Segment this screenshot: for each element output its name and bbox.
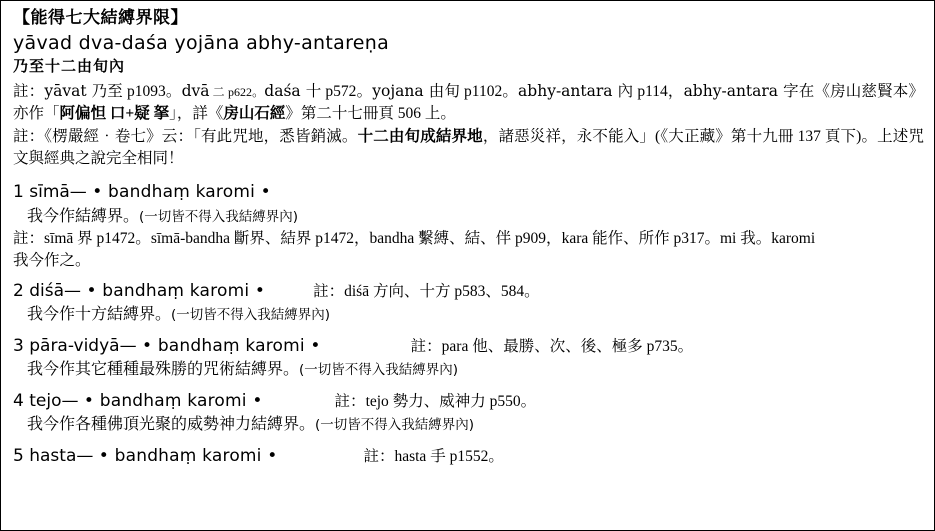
chinese-heading: 乃至十二由旬內 (13, 57, 126, 76)
entry-footnote-seg: sīmā (44, 230, 78, 248)
entry-heading-line (13, 336, 924, 357)
entry-heading-line (13, 281, 924, 302)
entry-chinese-translation (13, 414, 924, 435)
entry-footnote-seg: 界 p1472。 (77, 230, 151, 248)
sanskrit-heading: yāvad dva-daśa yojāna abhy-antareṇa (13, 31, 390, 54)
note-paragraph-1 (13, 80, 924, 125)
note-1-seg: dvā (181, 82, 210, 101)
note-2-seg: 十二由旬成結界地 (357, 128, 483, 146)
entry-footnote-seg: sīmā-bandha (150, 230, 234, 248)
note-2-seg: ，諸惡災祥，永不能入」(《大正藏》第十九冊 137 頁下)。上述咒文與經典之說完全相同！ (13, 128, 924, 168)
entry-romanized-term: diśā— (29, 280, 87, 301)
entry-inline-note (335, 393, 537, 410)
spacer (13, 382, 924, 391)
entry-number: 1 (13, 182, 30, 203)
entry-number: 2 (13, 280, 30, 301)
entry-footnote-seg: kara (561, 230, 593, 248)
mantra-entry (13, 182, 924, 280)
entry-footnote-seg: 註： (13, 230, 45, 248)
mantra-entry (13, 391, 924, 446)
entry-footnote-line2: 我今作之。 (13, 251, 91, 270)
mantra-entry (13, 446, 924, 478)
spacer (13, 171, 924, 182)
note-1-seg: daśa (264, 82, 306, 101)
note-paragraph-2 (13, 126, 924, 170)
spacer (13, 327, 924, 336)
note-1-seg: yāvat (44, 82, 92, 101)
entry-inline-note-seg: diśā (344, 282, 373, 300)
entry-mantra-text: • bandhaṃ karomi • (83, 390, 263, 411)
entry-chinese-paren: (一切皆不得入我結縛界內) (171, 307, 331, 324)
entry-footnote-seg: mi (720, 230, 741, 248)
entry-number: 4 (13, 390, 30, 411)
entry-inline-note-seg: 方向、十方 p583、584。 (372, 282, 540, 300)
entry-heading-line (13, 446, 924, 467)
entry-footnote-seg: 斷界、結界 p1472， (233, 230, 370, 248)
entry-inline-note-seg: 註： (313, 282, 345, 300)
entry-inline-note (411, 338, 693, 355)
entry-inline-note-seg: 勢力、威神力 p550。 (392, 392, 537, 410)
entry-inline-note-seg: 註： (410, 337, 442, 355)
entry-chinese-main: 我今作十方結縛界。 (27, 304, 172, 324)
entry-number: 3 (13, 335, 30, 356)
entry-mantra-text: • bandhaṃ karomi • (86, 280, 266, 301)
entry-chinese-paren: (一切皆不得入我結縛界內) (139, 208, 299, 225)
note-1-seg: yojana (372, 82, 429, 101)
note-1-seg: 》第二十七冊頁 506 上。 (285, 105, 456, 123)
note-2-seg: 註：《 (13, 128, 53, 146)
entry-footnote-seg: 繫縛、結、伴 p909， (418, 230, 562, 248)
note-1-seg: 阿偏怛 口+疑 拏 (59, 105, 170, 123)
entry-romanized-term: tejo— (29, 390, 84, 411)
bracket-title: 【能得七大結縛界限】 (13, 8, 188, 28)
entry-footnote-seg: bandha (369, 230, 419, 248)
entry-chinese-translation (13, 304, 924, 325)
note-1-seg: 房山石經 (223, 105, 286, 123)
entry-romanized-term: sīmā— (29, 182, 93, 203)
note-1-seg: 」，詳《 (169, 105, 224, 123)
entry-number: 5 (13, 445, 30, 466)
note-1-seg: 註： (13, 83, 45, 101)
note-2-seg: 》云：「有此咒地，悉皆銷滅。 (146, 128, 358, 146)
entry-heading-line (13, 391, 924, 412)
note-1-seg: 乃至 p1093。 (91, 83, 182, 101)
entry-chinese-paren: (一切皆不得入我結縛界內) (315, 417, 475, 434)
spacer (13, 437, 924, 446)
entry-chinese-main: 我今作其它種種最殊勝的咒術結縛界。 (27, 359, 300, 379)
note-1-seg: abhy-antara (518, 82, 618, 101)
entry-footnote-seg: 能作、所作 p317。 (592, 230, 720, 248)
note-1-seg: 十 p572。 (305, 83, 373, 101)
entry-chinese-main: 我今作各種佛頂光聚的威勢神力結縛界。 (27, 414, 316, 434)
entry-footnote (13, 228, 924, 250)
entry-chinese-main: 我今作結縛界。 (27, 205, 140, 225)
entry-footnote-seg: karomi (771, 230, 816, 248)
entry-mantra-text: • bandhaṃ karomi • (98, 445, 278, 466)
spacer (13, 272, 924, 281)
entry-chinese-translation (13, 359, 924, 380)
mantra-entry (13, 336, 924, 391)
note-1-seg: abhy-antara (683, 82, 784, 101)
entry-chinese-paren: (一切皆不得入我結縛界內) (299, 362, 459, 379)
entry-inline-note-seg: 他、最勝、次、後、極多 p735。 (472, 337, 694, 355)
mantra-entry (13, 281, 924, 336)
spacer (13, 469, 924, 478)
entry-mantra-text: • bandhaṃ karomi • (141, 335, 321, 356)
entry-mantra-text: • bandhaṃ karomi • (92, 182, 271, 203)
note-1-seg: 字在《房山慈賢本》亦作「 (13, 83, 924, 123)
note-2-seg: 楞嚴經‧卷七 (52, 128, 147, 146)
entry-inline-note-seg: 註： (363, 447, 395, 465)
note-1-seg: 內 p114， (617, 83, 684, 101)
note-1-seg: 二 p622。 (209, 85, 265, 100)
entry-inline-note-seg: 註： (334, 392, 366, 410)
note-1-seg: 由旬 p1102。 (428, 83, 519, 101)
entry-chinese-translation (13, 206, 924, 227)
entry-footnote-seg: 我。 (740, 230, 772, 248)
entry-inline-note (313, 283, 540, 300)
entry-inline-note-seg: tejo (365, 392, 393, 410)
entry-romanized-term: hasta— (29, 445, 99, 466)
entry-inline-note-seg: hasta (394, 447, 431, 465)
entry-inline-note (363, 448, 503, 465)
entry-list (13, 182, 924, 478)
entry-inline-note-seg: 手 p1552。 (430, 447, 504, 465)
entry-inline-note-seg: para (441, 337, 473, 355)
entry-romanized-term: pāra-vidyā— (29, 335, 142, 356)
entry-heading-line (13, 182, 924, 203)
